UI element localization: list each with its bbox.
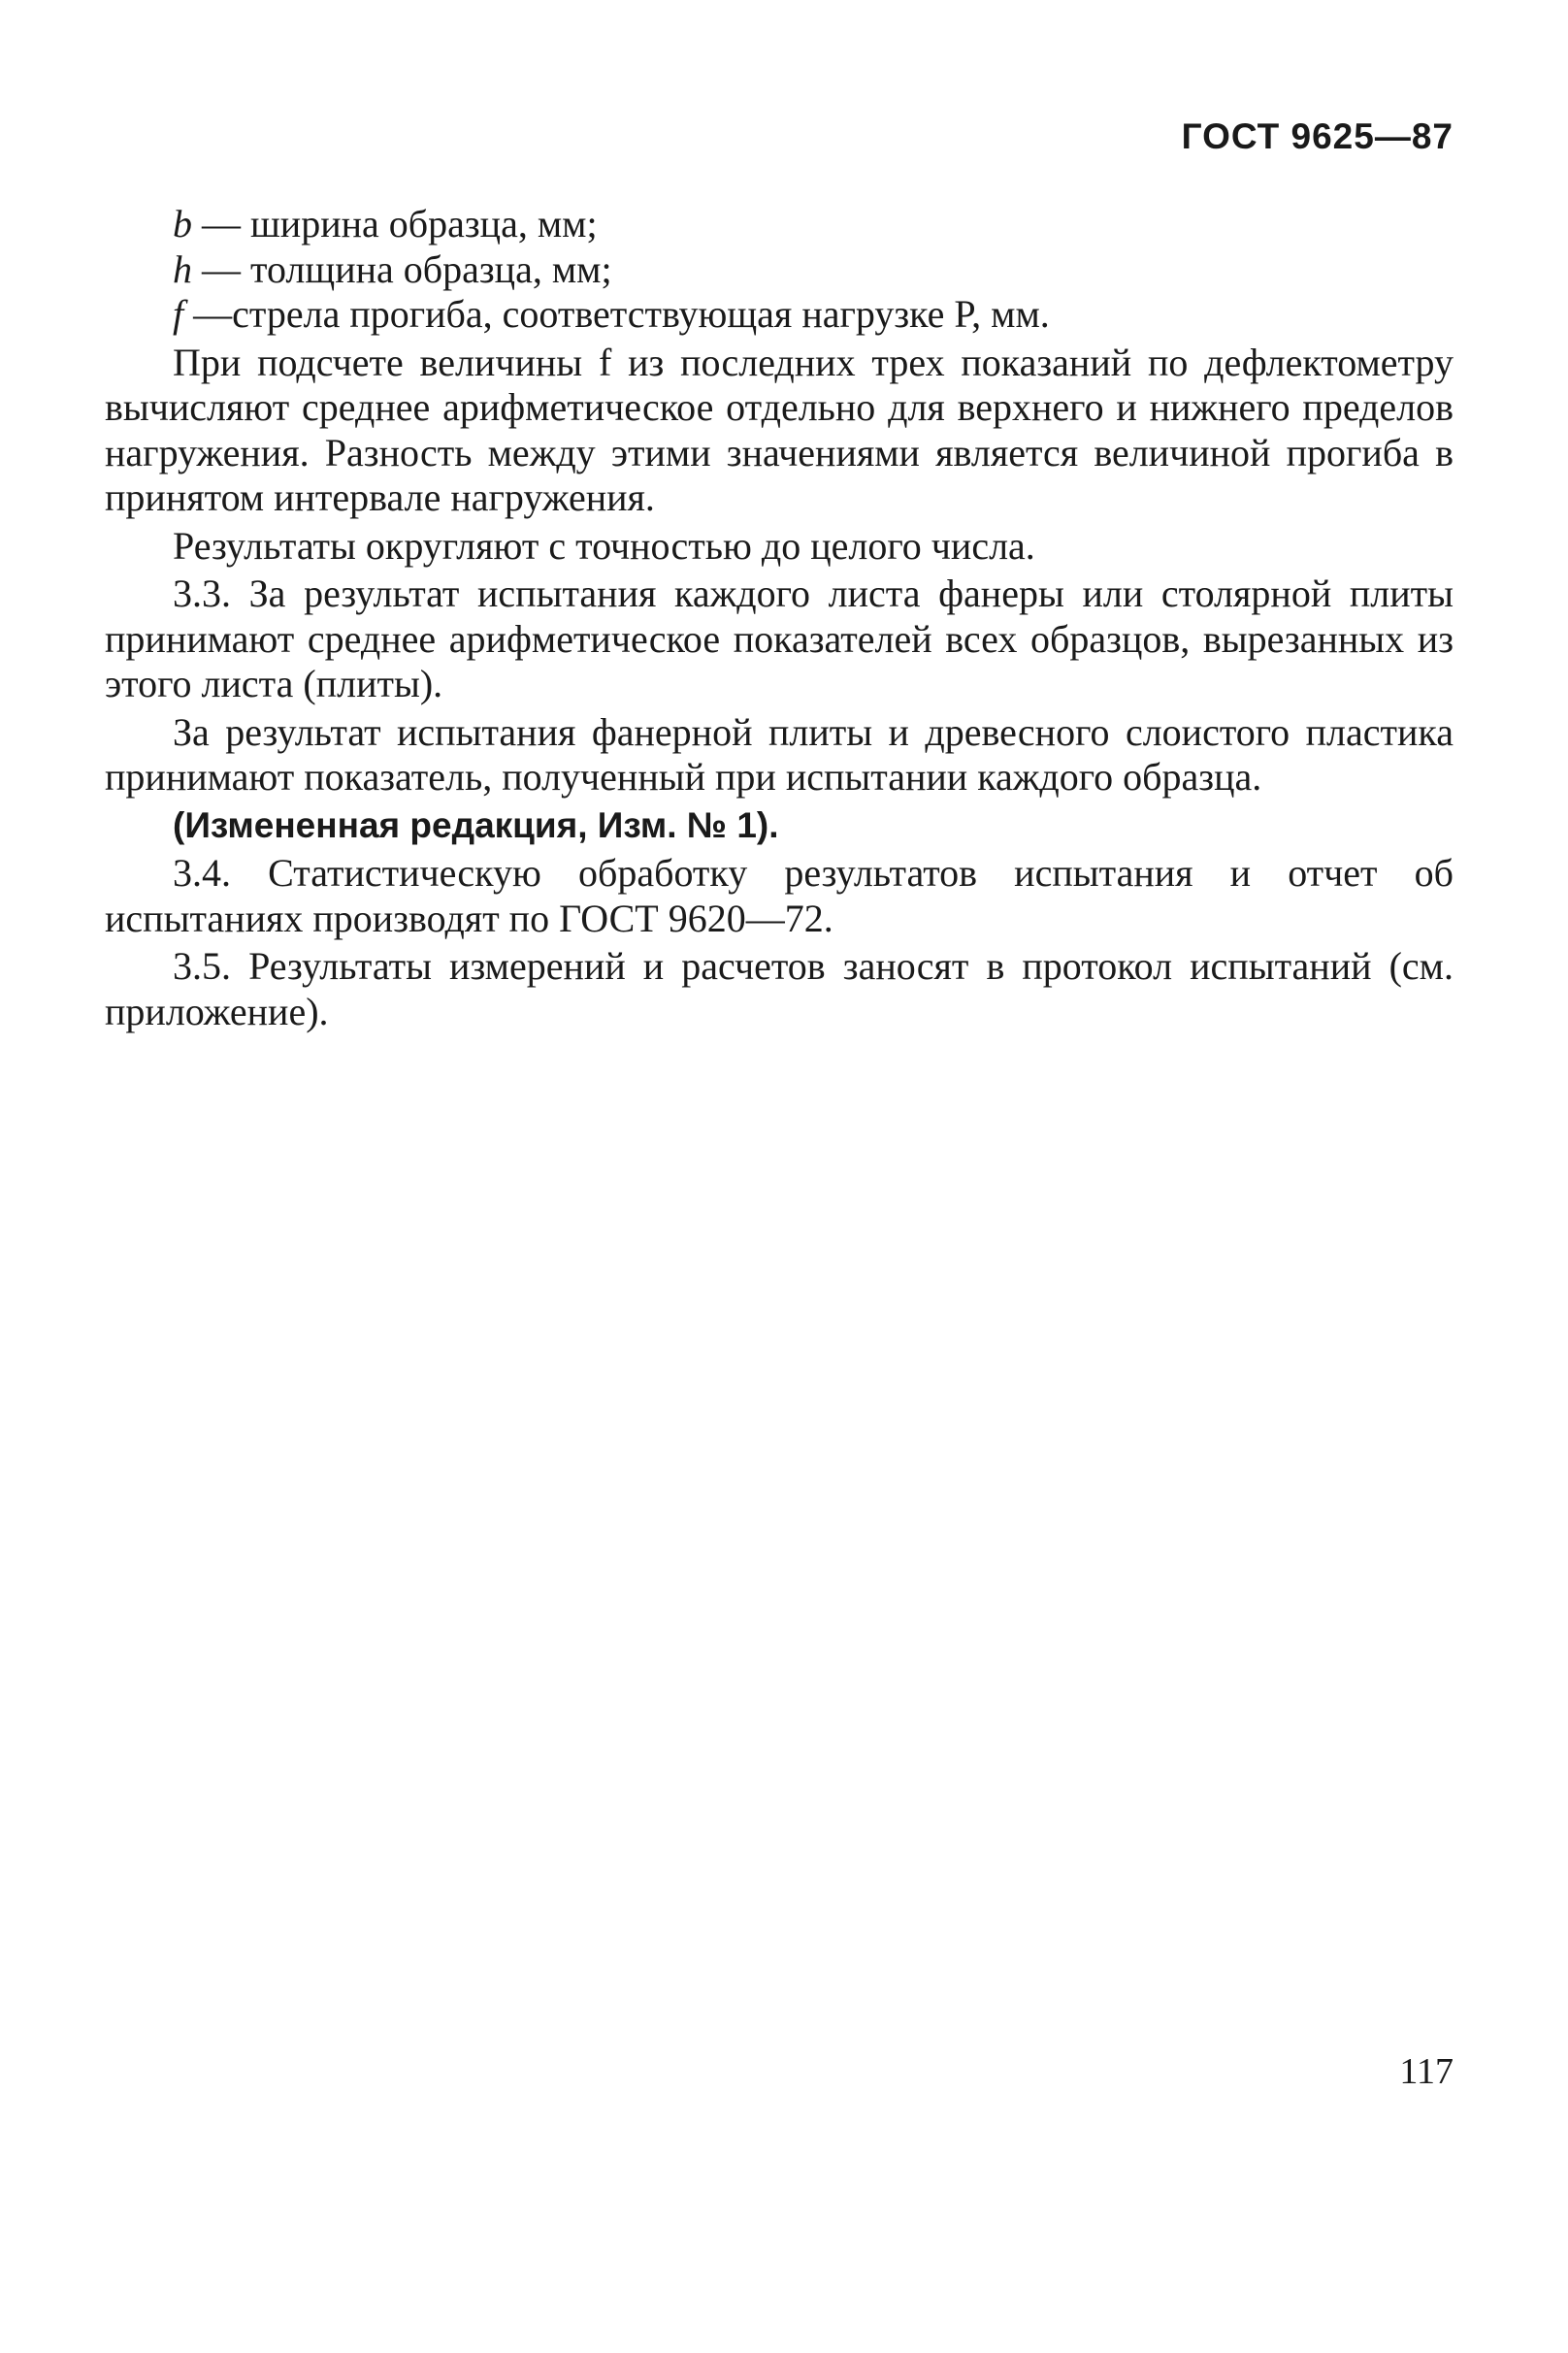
variable-description: —стрела прогиба, соответствующая нагрузке P, мм.: [183, 292, 1050, 336]
variable-symbol: b: [173, 202, 192, 245]
page-number: 117: [1399, 2051, 1454, 2092]
paragraph-3-5: 3.5. Результаты измерений и расчетов заносят в протокол испытаний (см. приложение).: [105, 944, 1454, 1033]
variable-symbol: h: [173, 246, 192, 291]
paragraph-rounding: Результаты округляют с точностью до целого числа.: [173, 523, 1035, 568]
paragraph-3-3: 3.3. За результат испытания каждого листа фанеры или столярной плиты принимают среднее арифметическое показателей всех образцов, вырезанных из этого листа (плиты).: [105, 572, 1454, 705]
paragraph-deflection-calc: При подсчете величины f из последних трех показаний по дефлектометру вычисляют среднее арифметическое отдельно для верхнего и нижнего пределов нагружения. Разность между этими значениями является величиной прогиба в принятом интервале нагружения.: [105, 340, 1454, 519]
paragraph-3-4: 3.4. Статистическую обработку результатов испытания и отчет об испытаниях производят по ГОСТ 9620—72.: [105, 851, 1454, 940]
variable-f-line: [105, 292, 1454, 338]
paragraph-amendment-note: (Измененная редакция, Изм. № 1).: [173, 804, 779, 845]
paragraph-plate-result: За результат испытания фанерной плиты и древесного слоистого пластика принимают показатель, полученный при испытании каждого образца.: [105, 709, 1454, 799]
variable-h-line: [105, 247, 1454, 293]
page-header-standard-id: ГОСТ 9625—87: [1181, 116, 1454, 156]
variable-b-line: [105, 202, 1454, 247]
variable-description: — толщина образца, мм;: [192, 246, 612, 291]
document-body: [105, 202, 1454, 1034]
variable-symbol: f: [173, 292, 184, 336]
variable-description: — ширина образца, мм;: [192, 202, 598, 245]
